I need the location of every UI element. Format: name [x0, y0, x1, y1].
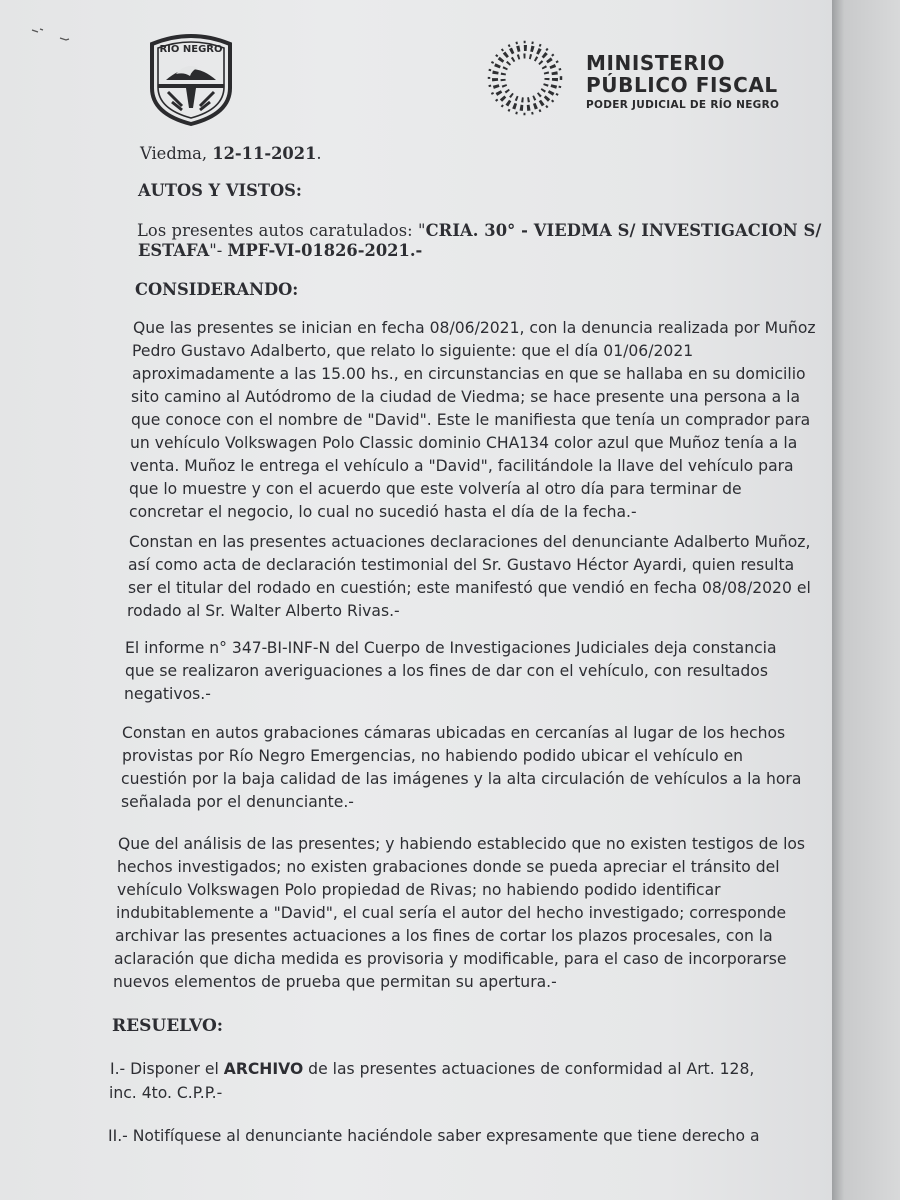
- archivo-keyword: ARCHIVO: [223, 1060, 304, 1078]
- ministerio-publico-fiscal-header: [586, 52, 779, 111]
- paragraph-line: archivar las presentes actuaciones a los fines de cortar los plazos procesales, con la: [115, 927, 773, 945]
- resolution-1-line2: inc. 4to. C.P.P.-: [109, 1084, 223, 1102]
- paragraph-line: que se realizaron averiguaciones a los fines de dar con el vehículo, con resultados: [125, 662, 768, 680]
- resuelvo-heading: RESUELVO:: [112, 1016, 224, 1036]
- paragraph-line: Que las presentes se inician en fecha 08/06/2021, con la denuncia realizada por Muñoz: [133, 319, 816, 337]
- paragraph-line: Constan en las presentes actuaciones declaraciones del denunciante Adalberto Muñoz,: [129, 533, 811, 551]
- date-end: .: [316, 144, 322, 163]
- mpf-dotted-ring-logo: [480, 40, 570, 116]
- case-number: MPF-VI-01826-2021.-: [227, 241, 423, 260]
- paragraph-line: rodado al Sr. Walter Alberto Rivas.-: [127, 602, 400, 620]
- paragraph-line: cuestión por la baja calidad de las imágenes y la alta circulación de vehículos a la hora: [121, 770, 802, 788]
- paragraph-line: sito camino al Autódromo de la ciudad de Viedma; se hace presente una persona a la: [131, 388, 801, 406]
- paragraph-line: un vehículo Volkswagen Polo Classic dominio CHA134 color azul que Muñoz tenía a la: [130, 434, 798, 452]
- caratula-estafa: ESTAFA: [138, 241, 210, 260]
- caratula-prefix: Los presentes autos caratulados: ": [137, 221, 426, 240]
- date-place: Viedma,: [140, 144, 208, 163]
- paragraph-line: que conoce con el nombre de "David". Este le manifiesta que tenía un comprador para: [131, 411, 811, 429]
- page-edge-background: [832, 0, 900, 1200]
- paragraph-line: ser el titular del rodado en cuestión; este manifestó que vendió en fecha 08/08/2020 el: [128, 579, 811, 597]
- paragraph-line: así como acta de declaración testimonial del Sr. Gustavo Héctor Ayardi, quien resulta: [128, 556, 795, 574]
- paragraph-line: concretar el negocio, lo cual no sucedió hasta el día de la fecha.-: [129, 503, 637, 521]
- shield-logo-text: RIO NEGRO: [159, 44, 223, 55]
- caratula-title: CRIA. 30° - VIEDMA S/ INVESTIGACION S/: [425, 221, 822, 240]
- paragraph-line: negativos.-: [124, 685, 211, 703]
- resolution-1-prefix: I.- Disponer el: [110, 1060, 224, 1078]
- paragraph-line: El informe n° 347-BI-INF-N del Cuerpo de Investigaciones Judiciales deja constancia: [125, 639, 777, 657]
- paragraph-line: que lo muestre y con el acuerdo que este volvería al otro día para terminar de: [129, 480, 742, 498]
- paper-specks: [30, 26, 80, 46]
- rio-negro-shield-logo: [146, 30, 236, 126]
- paragraph-line: señalada por el denunciante.-: [121, 793, 354, 811]
- caratula-mid: "-: [209, 241, 228, 260]
- date-value: 12-11-2021: [212, 144, 317, 163]
- paragraph-line: indubitablemente a "David", el cual sería el autor del hecho investigado; corresponde: [116, 904, 787, 922]
- paragraph-line: aclaración que dicha medida es provisoria y modificable, para el caso de incorporarse: [114, 950, 787, 968]
- paragraph-line: Pedro Gustavo Adalberto, que relato lo siguiente: que el día 01/06/2021: [132, 342, 694, 360]
- date-line: [140, 144, 322, 164]
- paragraph-line: hechos investigados; no existen grabaciones donde se pueda apreciar el tránsito del: [117, 858, 780, 876]
- caratula-line2: [138, 241, 422, 261]
- paragraph-line: Que del análisis de las presentes; y habiendo establecido que no existen testigos de los: [118, 835, 806, 853]
- resolution-1-line1: [110, 1059, 754, 1079]
- org-name-line2: PÚBLICO FISCAL: [586, 73, 778, 97]
- paragraph-line: venta. Muñoz le entrega el vehículo a "David", facilitándole la llave del vehículo para: [130, 457, 794, 475]
- caratula-line1: [137, 221, 821, 241]
- paragraph-line: provistas por Río Negro Emergencias, no habiendo podido ubicar el vehículo en: [122, 747, 744, 765]
- org-subtitle: PODER JUDICIAL DE RÍO NEGRO: [586, 99, 780, 111]
- org-name-line1: MINISTERIO: [586, 51, 726, 75]
- resolution-1-suffix: de las presentes actuaciones de conformidad al Art. 128,: [303, 1060, 755, 1078]
- paragraph-line: nuevos elementos de prueba que permitan su apertura.-: [113, 973, 557, 991]
- considerando-heading: CONSIDERANDO:: [135, 280, 299, 299]
- resolution-2-line1: II.- Notifíquese al denunciante haciéndole saber expresamente que tiene derecho a: [108, 1127, 760, 1145]
- paragraph-line: aproximadamente a las 15.00 hs., en circunstancias en que se hallaba en su domicilio: [132, 365, 806, 383]
- paragraph-line: vehículo Volkswagen Polo propiedad de Rivas; no habiendo podido identificar: [117, 881, 721, 899]
- autos-heading: AUTOS Y VISTOS:: [138, 181, 302, 200]
- paragraph-line: Constan en autos grabaciones cámaras ubicadas en cercanías al lugar de los hechos: [122, 724, 786, 742]
